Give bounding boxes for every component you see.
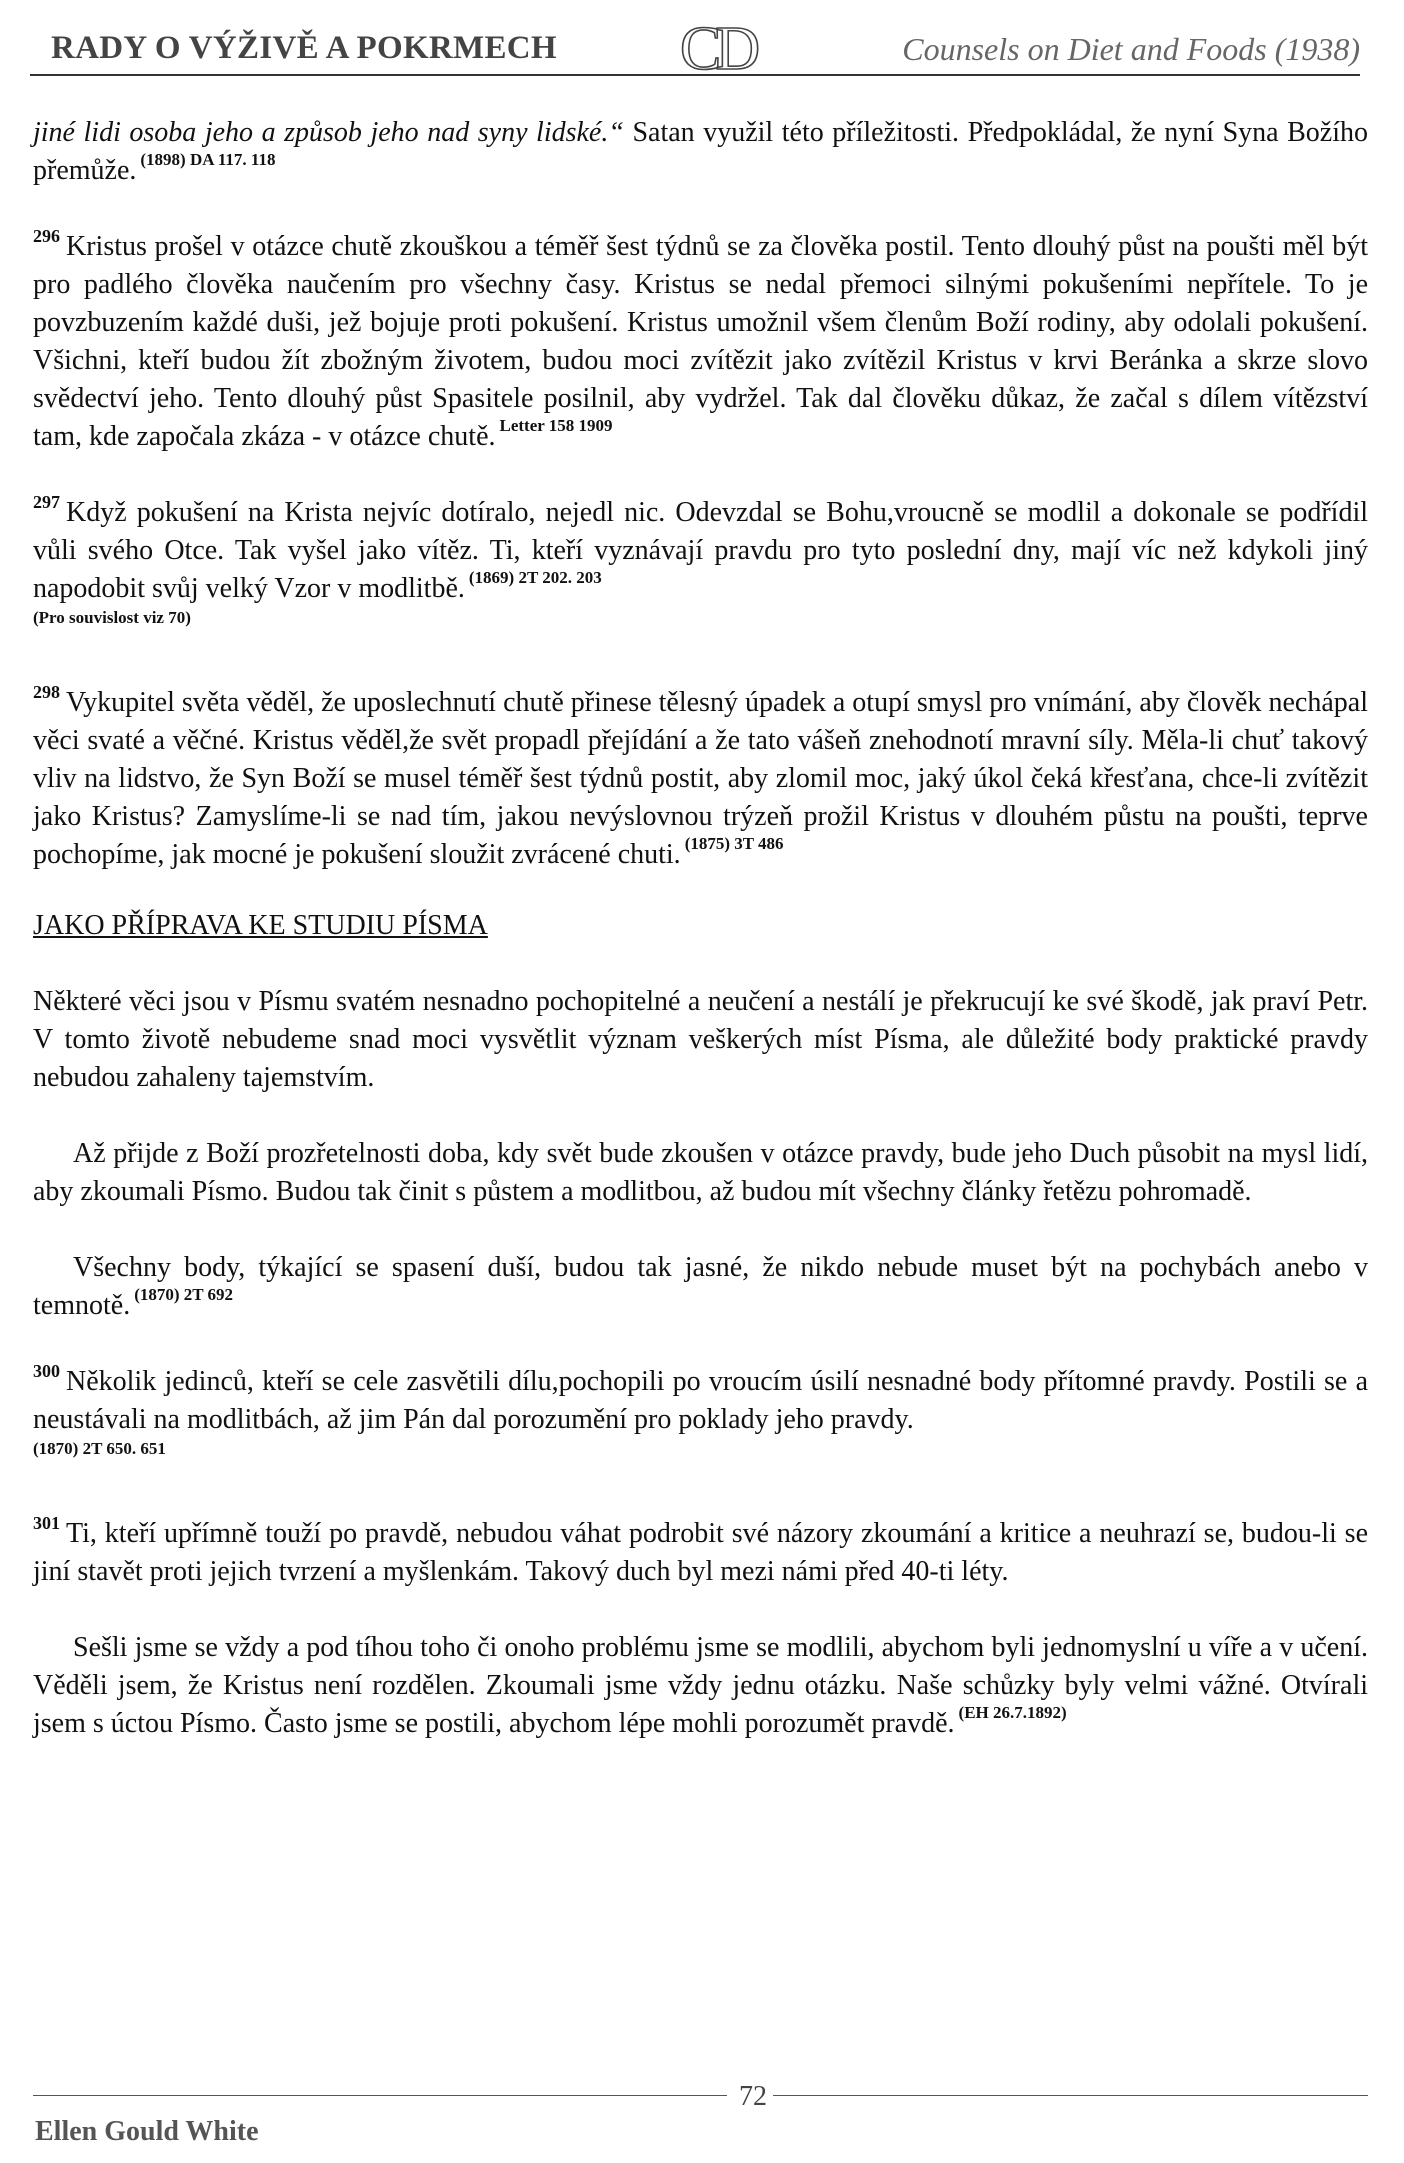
paragraph-text: Až přijde z Boží prozřetelnosti doba, kdy svět bude zkoušen v otázce pravdy, bude jeho Duch působit na mysl lidí, aby zkoumali Písmo. Budou tak činit s půstem a modlitbou, až budou mít všechny články řetězu pohromadě.: [33, 1138, 1368, 1207]
paragraph-text: Ti, kteří upřímně touží po pravdě, nebudou váhat podrobit své názory zkoumání a kritice a neuhrazí se, budou-li se jiní stavět proti jejich tvrzení a myšlenkám. Takový duch byl mezi námi před 40-ti léty.: [33, 1518, 1368, 1587]
paragraph-299c: [33, 1249, 1368, 1325]
paragraph-text: Když pokušení na Krista nejvíc dotíralo, nejedl nic. Odevzdal se Bohu,vroucně se modlil a dokonale se podřídil vůli svého Otce. Tak vyšel jako vítěz. Ti, kteří vyznávají pravdu pro tyto poslední dny, mají víc než kdykoli jiný napodobit svůj velký Vzor v modlitbě.: [33, 497, 1368, 604]
footer-divider-left: [33, 2095, 727, 2096]
paragraph-number: 301: [33, 1513, 60, 1533]
reference: (1875) 3T 486: [684, 834, 784, 853]
paragraph-number: 297: [33, 492, 60, 512]
paragraph-number: 298: [33, 682, 60, 702]
reference-note: (Pro souvislost viz 70): [33, 608, 191, 627]
paragraph-298: [33, 684, 1368, 874]
paragraph-text: Všechny body, týkající se spasení duší, budou tak jasné, že nikdo nebude muset být na pochybách anebo v temnotě.: [33, 1252, 1368, 1321]
paragraph-299b: [33, 1135, 1368, 1211]
paragraph-text: Některé věci jsou v Písmu svatém nesnadno pochopitelné a neučení a nestálí je překrucují ke své škodě, jak praví Petr. V tomto životě nebudeme snad moci vysvětlit význam veškerých míst Písma, ale důležité body praktické pravdy nebudou zahaleny tajemstvím.: [33, 986, 1368, 1093]
paragraph-text: Satan využil této příležitosti. Předpokládal, že nyní Syna Božího přemůže.: [33, 117, 1369, 186]
cd-logo: CD: [680, 15, 755, 83]
reference: (1870) 2T 650. 651: [33, 1439, 166, 1458]
header-divider: [30, 74, 1360, 76]
paragraph-number: 296: [33, 226, 60, 246]
italic-quote: jiné lidi osoba jeho a způsob jeho nad syny lidské.“: [33, 117, 624, 148]
paragraph-text: Vykupitel světa věděl, že uposlechnutí chutě přinese tělesný úpadek a otupí smysl pro vnímání, aby člověk nechápal věci svaté a věčné. Kristus věděl,že svět propadl přejídání a že tato vášeň znehodnotí mravní síly. Měla-li chuť takový vliv na lidstvo, že Syn Boží se musel téměř šest týdnů postit, aby zlomil moc, jaký úkol čeká křesťana, chce-li zvítězit jako Kristus? Zamyslíme-li se nad tím, jakou nevýslovnou trýzeň prožil Kristus v dlouhém půstu na poušti, teprve pochopíme, jak mocné je pokušení sloužit zvrácené chuti.: [33, 687, 1368, 870]
reference: (EH 26.7.1892): [958, 1703, 1067, 1722]
paragraph-text: Několik jedinců, kteří se cele zasvětili dílu,pochopili po vroucím úsilí nesnadné body přítomné pravdy. Postili se a neustávali na modlitbách, až jim Pán dal porozumění pro poklady jeho pravdy.: [33, 1366, 1368, 1435]
reference: (1870) 2T 692: [134, 1285, 234, 1304]
paragraph-301b: [33, 1629, 1368, 1743]
page-number: 72: [739, 2081, 767, 2112]
paragraph-intro: [33, 114, 1368, 190]
paragraph-297: [33, 494, 1368, 608]
paragraph-301: [33, 1515, 1368, 1591]
section-heading: JAKO PŘÍPRAVA KE STUDIU PÍSMA: [33, 910, 488, 941]
paragraph-299a: [33, 983, 1368, 1097]
page-header: [32, 15, 1360, 83]
paragraph-text: Sešli jsme se vždy a pod tíhou toho či onoho problému jsme se modlili, abychom byli jednomyslní u víře a v učení. Věděli jsem, že Kristus není rozdělen. Zkoumali jsme vždy jednu otázku. Naše schůzky byly velmi vážné. Otvírali jsem s úctou Písmo. Často jsme se postili, abychom lépe mohli porozumět pravdě.: [33, 1632, 1368, 1739]
paragraph-300: [33, 1363, 1368, 1439]
reference: Letter 158 1909: [499, 416, 613, 435]
header-book-title: RADY O VÝŽIVĚ A POKRMECH: [51, 30, 557, 66]
paragraph-text: Kristus prošel v otázce chutě zkouškou a téměř šest týdnů se za člověka postil. Tento dlouhý půst na poušti měl být pro padlého člověka naučením pro všechny časy. Kristus se nedal přemoci silnými pokušeními nepřítele. To je povzbuzením každé duši, jež bojuje proti pokušení. Kristus umožnil všem členům Boží rodiny, aby odolali pokušení. Všichni, kteří budou žít zbožným životem, budou moci zvítězit jako zvítězil Kristus v krvi Beránka a skrze slovo svědectví jeho. Tento dlouhý půst Spasitele posilnil, aby vydržel. Tak dal člověku důkaz, že začal s dílem vítězství tam, kde započala zkáza - v otázce chutě.: [33, 231, 1368, 452]
footer-author: Ellen Gould White: [35, 2116, 259, 2147]
header-english-title: Counsels on Diet and Foods (1938): [902, 31, 1360, 67]
paragraph-296: [33, 228, 1368, 456]
paragraph-number: 300: [33, 1361, 60, 1381]
reference: (1869) 2T 202. 203: [468, 568, 602, 587]
page-body: [33, 114, 1368, 1743]
footer-divider-right: [773, 2095, 1368, 2096]
reference: (1898) DA 117. 118: [140, 150, 276, 169]
